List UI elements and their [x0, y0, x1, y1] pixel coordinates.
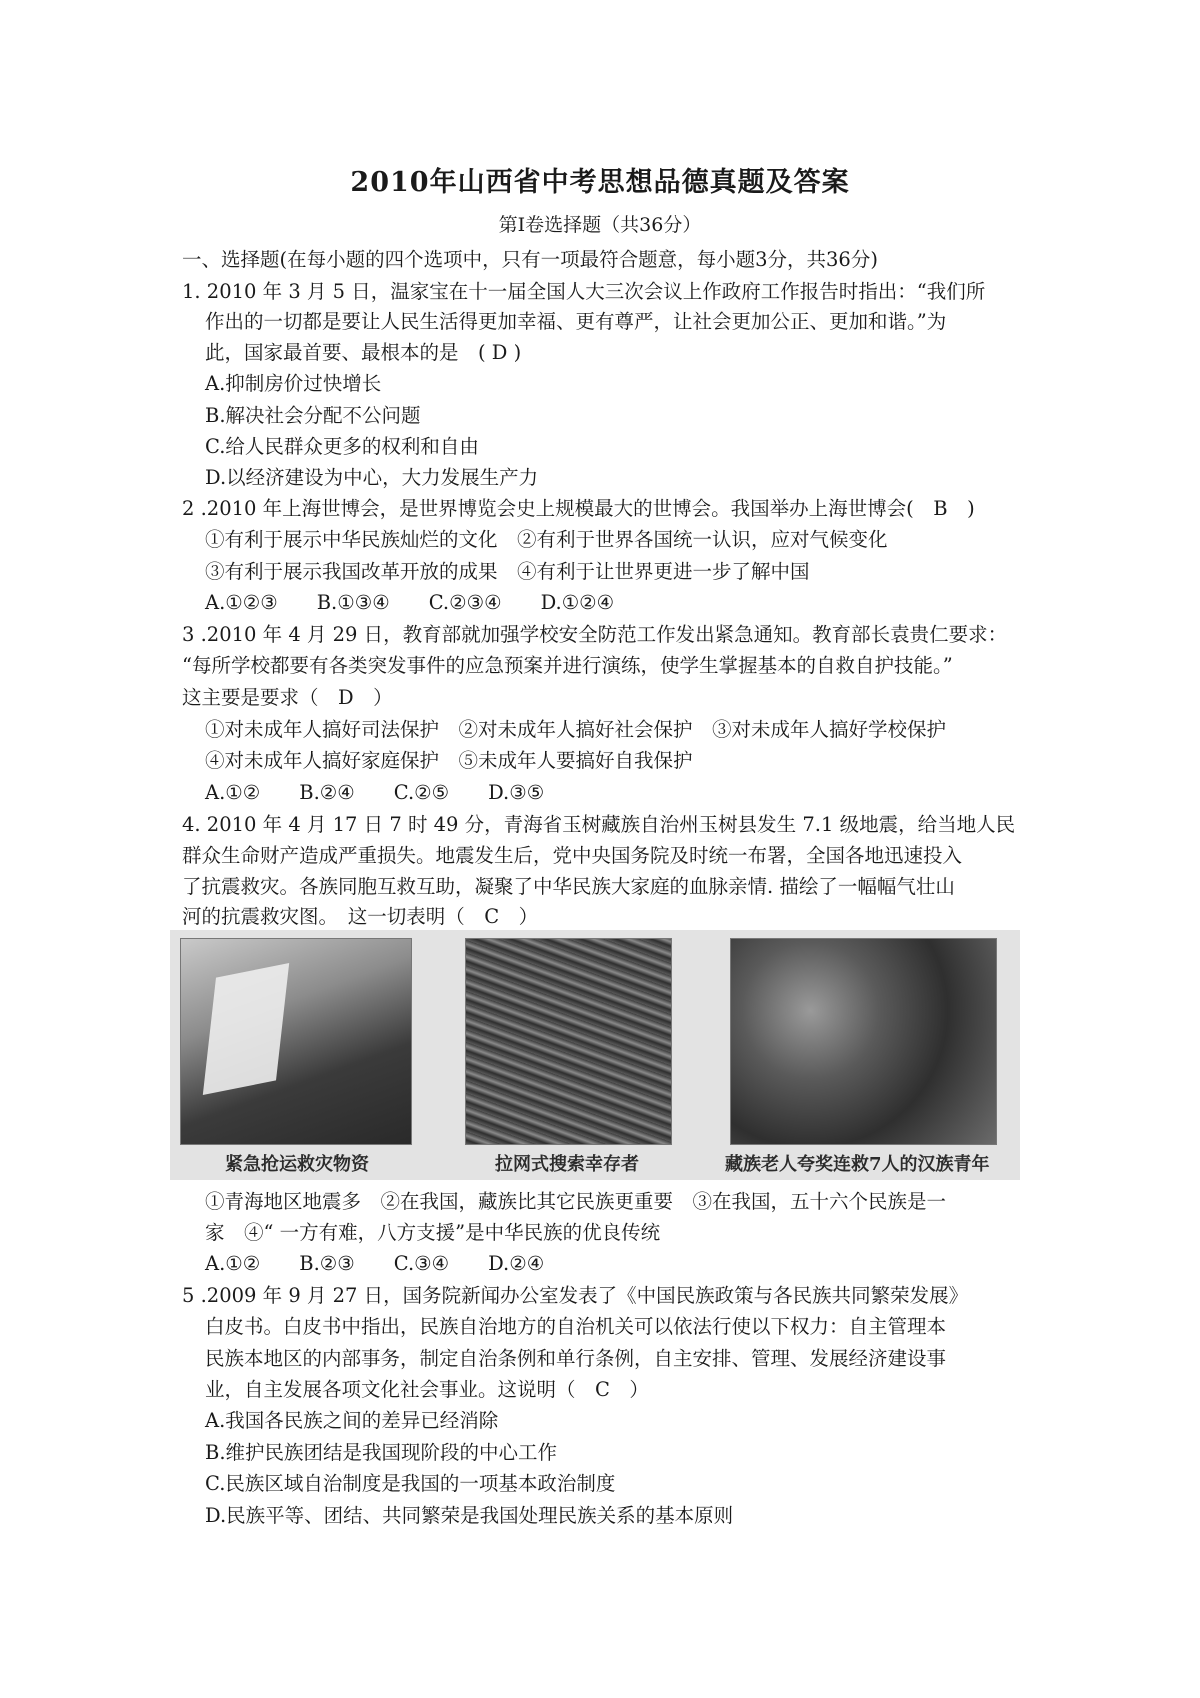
- section-subtitle: 第Ⅰ卷选择题（共36分）: [498, 214, 702, 236]
- q4-options: A.①② B.②③ C.③④ D.②④: [205, 1252, 545, 1275]
- q5-option: D.民族平等、团结、共同繁荣是我国处理民族关系的基本原则: [205, 1504, 734, 1527]
- q3-options: A.①② B.②④ C.②⑤ D.③⑤: [205, 781, 545, 804]
- q4-line: 家 ④“ 一方有难，八方支援”是中华民族的优良传统: [205, 1221, 661, 1244]
- q5-line: 民族本地区的内部事务，制定自治条例和单行条例，自主安排、管理、发展经济建设事: [205, 1347, 947, 1370]
- page-title: 2010年山西省中考思想品德真题及答案: [350, 167, 850, 198]
- q1-line: 1. 2010 年 3 月 5 日，温家宝在十一届全国人大三次会议上作政府工作报告时指出：“我们所: [182, 280, 986, 303]
- q4-line: 群众生命财产造成严重损失。地震发生后，党中央国务院及时统一布署，全国各地迅速投入: [182, 844, 963, 867]
- q1-line: 作出的一切都是要让人民生活得更加幸福、更有尊严，让社会更加公正、更加和谐。”为: [205, 310, 947, 333]
- q1-option: D.以经济建设为中心，大力发展生产力: [205, 466, 539, 489]
- q2-options: A.①②③ B.①③④ C.②③④ D.①②④: [205, 591, 615, 614]
- q1-option: C.给人民群众更多的权利和自由: [205, 435, 479, 458]
- q3-line: “每所学校都要有各类突发事件的应急预案并进行演练，使学生掌握基本的自救自护技能。”: [182, 654, 953, 677]
- q1-option: B.解决社会分配不公问题: [205, 404, 421, 427]
- q5-line: 5 .2009 年 9 月 27 日，国务院新闻办公室发表了《中国民族政策与各民族共同繁荣发展》: [182, 1284, 969, 1307]
- q4-line: 了抗震救灾。各族同胞互救互助，凝聚了中华民族大家庭的血脉亲情. 描绘了一幅幅气壮山: [182, 875, 955, 898]
- q3-line: 3 .2010 年 4 月 29 日，教育部就加强学校安全防范工作发出紧急通知。教育部长袁贵仁要求：: [182, 623, 1008, 646]
- q2-line: ①有利于展示中华民族灿烂的文化 ②有利于世界各国统一认识，应对气候变化: [205, 528, 888, 551]
- photo-caption: 紧急抢运救灾物资: [225, 1154, 369, 1175]
- q5-line: 白皮书。白皮书中指出，民族自治地方的自治机关可以依法行使以下权力：自主管理本: [205, 1315, 947, 1338]
- q2-line: ③有利于展示我国改革开放的成果 ④有利于让世界更进一步了解中国: [205, 560, 810, 583]
- airplane-tail-image: [203, 963, 289, 1095]
- photo-relief-supplies: [180, 938, 412, 1145]
- photo-search-survivors: [465, 938, 672, 1145]
- q3-line: ①对未成年人搞好司法保护 ②对未成年人搞好社会保护 ③对未成年人搞好学校保护: [205, 718, 947, 741]
- q3-line: 这主要是要求（ D ）: [182, 686, 393, 709]
- q5-option: C.民族区域自治制度是我国的一项基本政治制度: [205, 1472, 616, 1495]
- q5-option: B.维护民族团结是我国现阶段的中心工作: [205, 1441, 558, 1464]
- q4-line: 河的抗震救灾图。 这一切表明（ C ）: [182, 905, 539, 928]
- photo-caption: 藏族老人夸奖连救7人的汉族青年: [725, 1154, 990, 1175]
- photo-caption: 拉网式搜索幸存者: [495, 1154, 639, 1175]
- q4-line: 4. 2010 年 4 月 17 日 7 时 49 分，青海省玉树藏族自治州玉树县发生 7.1 级地震，给当地人民: [182, 813, 1016, 836]
- photo-strip: [170, 930, 1020, 1180]
- q1-option: A.抑制房价过快增长: [205, 372, 382, 395]
- q5-option: A.我国各民族之间的差异已经消除: [205, 1409, 499, 1432]
- q4-line: ①青海地区地震多 ②在我国，藏族比其它民族更重要 ③在我国，五十六个民族是一: [205, 1190, 947, 1213]
- instructions: 一、选择题(在每小题的四个选项中，只有一项最符合题意，每小题3分，共36分): [182, 248, 878, 271]
- q3-line: ④对未成年人搞好家庭保护 ⑤未成年人要搞好自我保护: [205, 749, 693, 772]
- q1-line: 此，国家最首要、最根本的是 ( D ): [205, 341, 522, 364]
- q5-line: 业，自主发展各项文化社会事业。这说明（ C ）: [205, 1378, 649, 1401]
- q2-line: 2 .2010 年上海世博会，是世界博览会史上规模最大的世博会。我国举办上海世博会( B ): [182, 497, 975, 520]
- photo-tibetan-elder: [730, 938, 997, 1145]
